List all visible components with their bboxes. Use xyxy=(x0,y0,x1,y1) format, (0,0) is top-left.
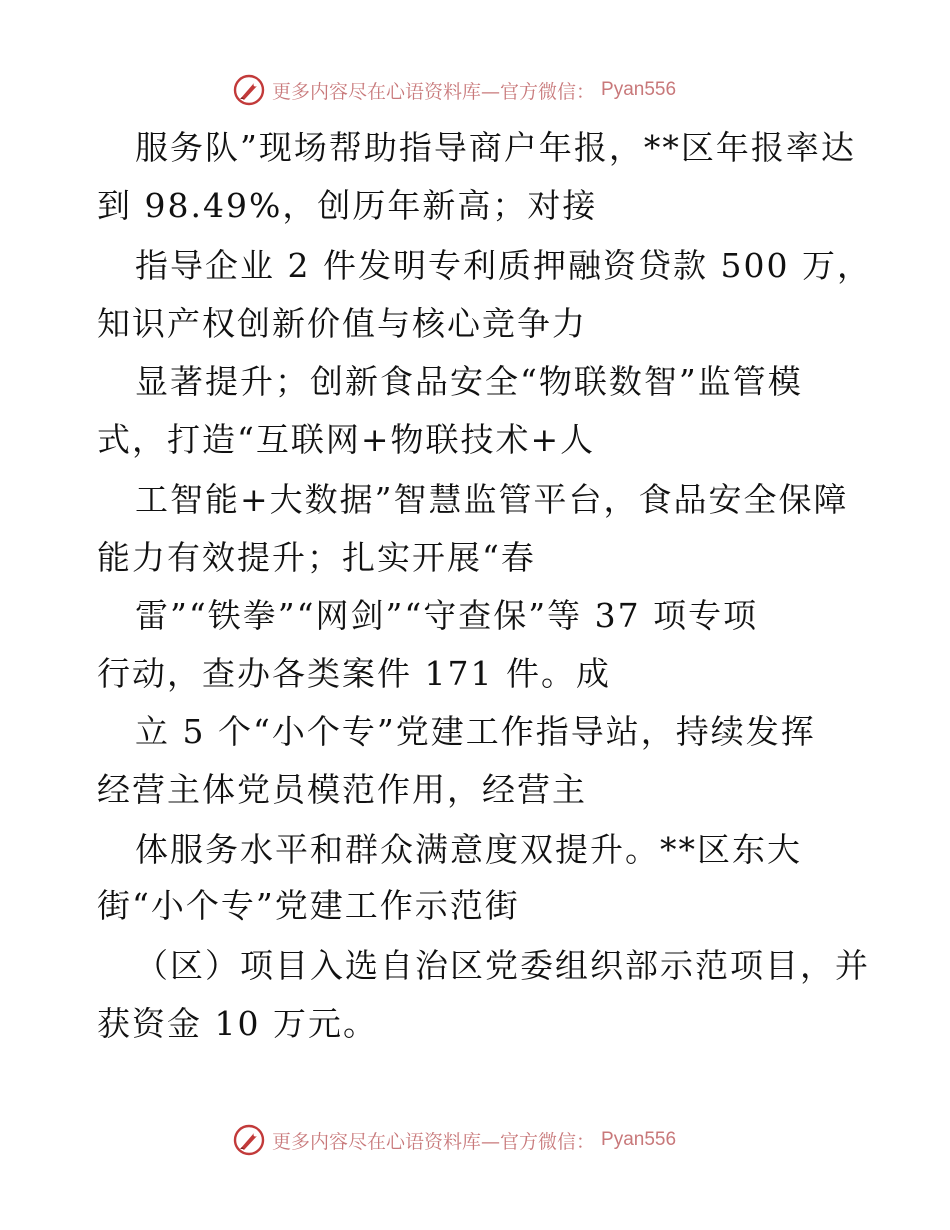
header-watermark xyxy=(232,72,676,108)
text-line: 雷”“铁拳”“网剑”“守查保”等 37 项专项 xyxy=(135,596,759,635)
text-line: 到 98.49%，创历年新高；对接 xyxy=(97,186,598,225)
text-line: 式，打造“互联网+物联技术+人 xyxy=(97,420,596,459)
text-line: 指导企业 2 件发明专利质押融资贷款 500 万， xyxy=(135,246,872,285)
watermark-text: 更多内容尽在心语资料库—官方微信： xyxy=(272,1130,596,1153)
text-line: 工智能+大数据”智慧监管平台，食品安全保障 xyxy=(135,480,849,519)
watermark-wechat-id: Pyan556 xyxy=(601,79,677,100)
footer-watermark xyxy=(232,1122,676,1158)
text-line: 知识产权创新价值与核心竞争力 xyxy=(97,304,587,343)
text-line: 体服务水平和群众满意度双提升。**区东大 xyxy=(135,830,802,869)
watermark-wechat-id: Pyan556 xyxy=(601,1129,677,1150)
text-line: 街“小个专”党建工作示范街 xyxy=(97,886,520,925)
text-line: 显著提升；创新食品安全“物联数智”监管模 xyxy=(135,362,803,401)
pen-logo-icon xyxy=(232,73,266,107)
text-line: 能力有效提升；扎实开展“春 xyxy=(97,538,536,577)
text-line: 行动，查办各类案件 171 件。成 xyxy=(97,654,611,693)
text-line: （区）项目入选自治区党委组织部示范项目，并 xyxy=(135,946,870,985)
text-line: 经营主体党员模范作用，经营主 xyxy=(97,770,587,809)
pen-logo-icon xyxy=(232,1123,266,1157)
text-line: 服务队”现场帮助指导商户年报，**区年报率达 xyxy=(135,128,856,167)
text-line: 获资金 10 万元。 xyxy=(97,1004,378,1043)
watermark-text: 更多内容尽在心语资料库—官方微信： xyxy=(272,80,596,103)
text-line: 立 5 个“小个专”党建工作指导站，持续发挥 xyxy=(135,712,816,751)
